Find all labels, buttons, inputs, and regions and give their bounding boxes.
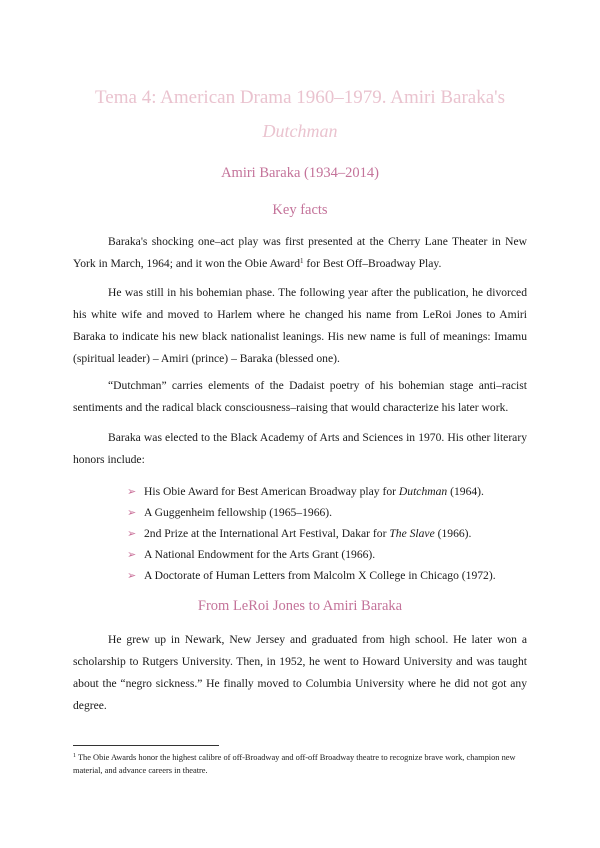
list-item xyxy=(127,481,496,502)
footnote-reference[interactable]: 1 xyxy=(300,257,304,265)
list-item-text: 2nd Prize at the International Art Festival, Dakar for xyxy=(144,527,390,540)
footnote-text: The Obie Awards honor the highest calibre of off-Broadway and off-off Broadway theatre to recognize brave work, champion new material, and advance careers in theatre. xyxy=(73,753,516,775)
list-item xyxy=(127,544,496,565)
key-facts-heading: Key facts xyxy=(272,202,328,218)
document-title: Tema 4: American Drama 1960–1979. Amiri Baraka's xyxy=(95,87,505,108)
list-item-text: His Obie Award for Best American Broadway play for xyxy=(144,485,399,498)
paragraph-premiere-text: Baraka's shocking one–act play was first presented at the Cherry Lane Theater in New York in March, 1964; and it won the Obie Award xyxy=(73,235,527,270)
list-item xyxy=(127,565,496,586)
paragraph-premiere xyxy=(73,231,527,275)
list-item-title: Dutchman xyxy=(398,485,448,498)
list-item-title: The Slave xyxy=(389,527,435,540)
paragraph-dutchman-elements: “Dutchman” carries elements of the Dadaist poetry of his bohemian stage anti–racist sentiments and the radical black consciousness–raising that would characterize his later work. xyxy=(73,379,527,414)
arrow-bullet-icon: ➢ xyxy=(127,506,137,519)
list-item-text: A Doctorate of Human Letters from Malcolm X College in Chicago (1972). xyxy=(144,569,496,582)
footnote xyxy=(73,751,527,777)
list-item-text: A National Endowment for the Arts Grant (1966). xyxy=(144,548,376,561)
paragraph-honors-intro: Baraka was elected to the Black Academy of Arts and Sciences in 1970. His other literary honors include: xyxy=(73,431,527,466)
list-item-text: A Guggenheim fellowship (1965–1966). xyxy=(144,506,333,519)
section-heading: From LeRoi Jones to Amiri Baraka xyxy=(197,598,403,614)
list-item-text-end: (1966). xyxy=(434,527,472,540)
footnote-divider xyxy=(73,745,219,746)
document-title-play: Dutchman xyxy=(262,121,338,141)
arrow-bullet-icon: ➢ xyxy=(127,527,137,540)
paragraph-premiere-text-end: for Best Off–Broadway Play. xyxy=(303,257,442,270)
footnote-number: 1 xyxy=(73,753,76,759)
paragraph-education: He grew up in Newark, New Jersey and graduated from high school. He later won a scholarship to Rutgers University. Then, in 1952, he went to Howard University and was taught about the “negro sickness.” He finally moved to Columbia University where he did not got any degree. xyxy=(73,633,527,712)
paragraph-bohemian-phase: He was still in his bohemian phase. The following year after the publication, he divorced his white wife and moved to Harlem where he changed his name from LeRoi Jones to Amiri Baraka to indicate his new black nationalist leanings. His new name is full of meanings: Imamu (spiritual leader) – Amiri (prince) – Baraka (blessed one). xyxy=(73,286,527,365)
arrow-bullet-icon: ➢ xyxy=(127,548,137,561)
list-item-text-end: (1964). xyxy=(447,485,484,498)
list-item xyxy=(127,523,496,544)
arrow-bullet-icon: ➢ xyxy=(127,569,137,582)
honors-list xyxy=(127,481,496,586)
author-heading: Amiri Baraka (1934–2014) xyxy=(221,165,379,181)
arrow-bullet-icon: ➢ xyxy=(127,485,137,498)
list-item xyxy=(127,502,496,523)
